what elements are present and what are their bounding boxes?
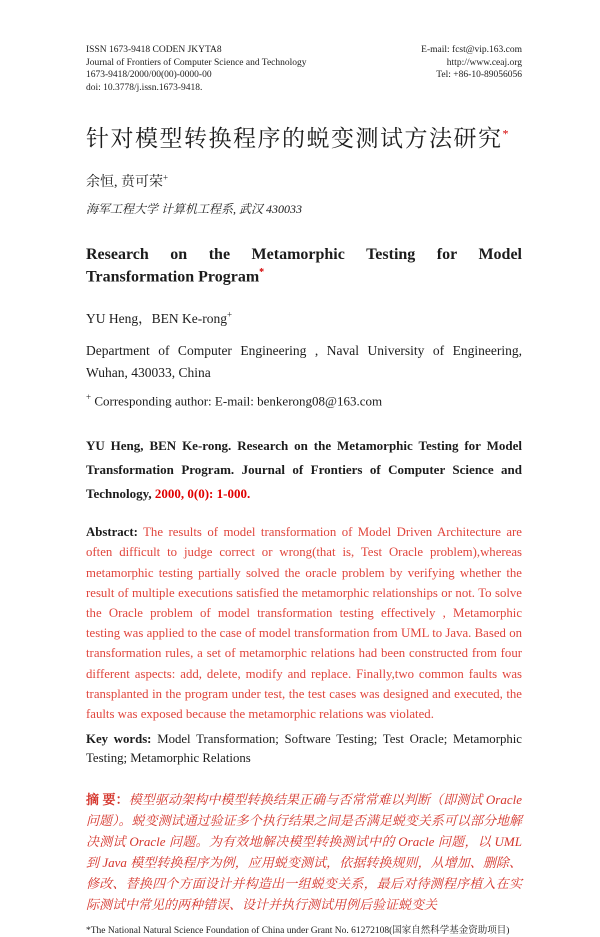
title-en-footnote-mark: * xyxy=(259,267,265,279)
authors-zh xyxy=(86,171,522,191)
paper-title-zh-text: 针对模型转换程序的蜕变测试方法研究 xyxy=(86,126,503,151)
abstract-label: Abstract: xyxy=(86,525,138,540)
citation-text: YU Heng, BEN Ke-rong. Research on the Metamorphic Testing for Model Transformation Program. Journal of Frontiers of Computer Science and Technology, xyxy=(86,437,522,502)
authors-en xyxy=(86,307,522,327)
keywords-body: Model Transformation; Software Testing; Test Oracle; Metamorphic Testing; Metamorphic Relations xyxy=(86,732,522,766)
journal-tel-line: Tel: +86-10-89056056 xyxy=(436,70,522,80)
issue-code-line: 1673-9418/2000/00(00)-0000-00 xyxy=(86,70,212,80)
paper-title-en-text: Research on the Metamorphic Testing for Model Transformation Program xyxy=(86,246,522,286)
corresponding-author-line xyxy=(86,392,522,409)
abstract-body: The results of model transformation of Model Driven Architecture are often difficult to judge correct or wrong(that is, Test Oracle problem),whereas metamorphic testing partially solved the oracle problem by verifying whether the result of multiple executions satisfied the metamorphic relationships or not. To solve the Oracle problem of model transformation testing effectively , Metamorphic testing was applied to the case of model transformation from UML to Java. Based on transformation rules, a set of metamorphic relations had been constructed from four different aspects: add, delete, modify and replace. Finally,two common faults was transplanted in the program under test, the test cases was designed and executed, the faults was exposed because the metamorphic relations was violated. xyxy=(86,525,522,722)
paper-title-zh xyxy=(86,120,522,153)
journal-email-line: E-mail: fcst@vip.163.com xyxy=(421,45,522,55)
corresp-text: Corresponding author: E-mail: benkerong08@163.com xyxy=(91,392,383,408)
abstract-zh-label: 摘 要： xyxy=(86,791,129,807)
authors-zh-corresp-mark: + xyxy=(163,172,169,183)
keywords-en xyxy=(86,730,522,768)
abstract-zh xyxy=(86,789,522,915)
funding-footnote: *The National Natural Science Foundation of China under Grant No. 61272108(国家自然科学基金资助项目) xyxy=(86,925,510,936)
citation-issue-pages: 2000, 0(0): 1-000. xyxy=(154,486,251,502)
keywords-label: Key words: xyxy=(86,732,152,747)
journal-header xyxy=(86,44,522,94)
paper-title-en xyxy=(86,244,522,289)
abstract-en xyxy=(86,522,522,724)
authors-en-corresp-mark: + xyxy=(226,309,233,320)
issn-coden-line: ISSN 1673-9418 CODEN JKYTA8 xyxy=(86,45,222,55)
journal-header-right xyxy=(421,44,522,82)
affiliation-en: Department of Computer Engineering , Naval University of Engineering, Wuhan, 430033, China xyxy=(86,343,522,381)
authors-zh-text: 余恒, 贲可荣 xyxy=(86,175,163,190)
doi-line: doi: 10.3778/j.issn.1673-9418. xyxy=(86,82,203,93)
journal-url-line: http://www.ceaj.org xyxy=(446,57,522,68)
journal-name-line: Journal of Frontiers of Computer Science and Technology xyxy=(86,57,307,68)
authors-en-text: YU Heng，BEN Ke-rong xyxy=(86,311,227,327)
affiliation-zh: 海军工程大学 计算机工程系, 武汉 430033 xyxy=(86,202,303,216)
journal-header-left xyxy=(86,44,307,94)
citation-block xyxy=(86,434,522,506)
title-zh-footnote-mark: * xyxy=(502,126,510,141)
abstract-zh-body: 模型驱动架构中模型转换结果正确与否常常难以判断（即测试 Oracle 问题）。蜕变测试通过验证多个执行结果之间是否满足蜕变关系可以部分地解决测试 Oracle 问题。为有效地解决模型转换测试中的 Oracle 问题，以 UML 到 Java 模型转换程序为例，应用蜕变测试，依据转换规则，从增加、删除、修改、替换四个方面设计并构造出一组蜕变关系，最后对待测程序植入在实际测试中常见的两种错误、设计并执行测试用例后验证蜕变关 xyxy=(86,791,522,912)
corresp-mark: + xyxy=(86,391,92,402)
